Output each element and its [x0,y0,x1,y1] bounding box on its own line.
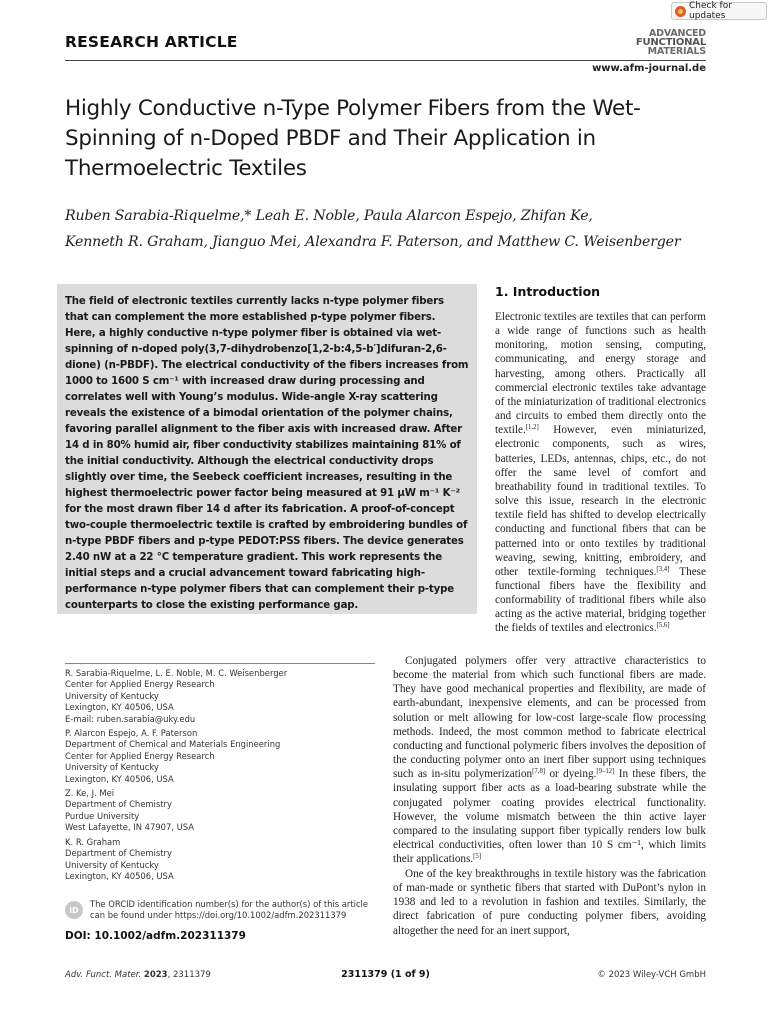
text-run: or dyeing. [545,768,597,781]
affiliation-line: Department of Chemistry [65,799,172,810]
citation-link[interactable]: [5] [473,853,482,861]
affiliation-line: University of Kentucky [65,762,159,773]
text-run: Electronic textiles are textiles that can perform a wide range of functions such as health monitoring, motion sensing, computing, communicating, and energy storage and harvesting, among others. Practically all commercial electronic textiles take advantage of the miniaturization of traditional electronics and circuits to embed them directly onto the textile. [495,311,706,437]
section-heading-introduction: 1. Introduction [495,284,601,299]
citation-link[interactable]: [7,8] [532,768,546,776]
affiliation-block [65,668,375,725]
orcid-text[interactable]: The ORCID identification number(s) for the author(s) of this article can be found under https://doi.org/10.1002/adfm.202311379 [90,899,369,921]
citation-link[interactable]: [9–12] [596,768,615,776]
footer-journal: Adv. Funct. Mater. [65,970,142,980]
affiliation-line: Lexington, KY 40506, USA [65,773,174,784]
footer-citation: Adv. Funct. Mater. 2023, 2311379 [65,970,211,980]
footer-page-number: 2311379 (1 of 9) [341,969,430,980]
citation-link[interactable]: [5,6] [656,622,670,630]
intro-paragraph-1 [495,310,706,636]
journal-url-link[interactable]: www.afm-journal.de [592,63,706,74]
affiliation-line: Purdue University [65,810,140,821]
text-run: In these fibers, the insulating support fiber acts as a load-bearing substrate while the conjugated polymer coating provides electrical functionality. However, the volume mismatch between the thin active layer compared to the insulating support fiber typically renders low bulk electrical conductivities, often lower than 10 S cm⁻¹, which limits their applications. [393,768,706,866]
journal-logo [628,29,706,56]
journal-logo-line-3: MATERIALS [647,46,706,57]
citation-link[interactable]: [1,2] [525,424,539,432]
affiliation-line: Department of Chemical and Materials Engineering [65,739,281,750]
doi[interactable]: DOI: 10.1002/adfm.202311379 [65,930,246,942]
citation-link[interactable]: [3,4] [656,565,670,573]
affiliation-divider [65,663,375,664]
affiliation-line: K. R. Graham [65,836,121,847]
affiliation-line: Z. Ke, J. Mei [65,788,115,799]
author-list [65,203,715,255]
text-run: These functional fibers have the flexibility and conformability of traditional fibers while also acting as the active material, bridging together the fields of textiles and electronics. [495,565,706,635]
affiliations [65,668,375,885]
orcid-note [65,899,385,922]
header-rule [65,60,706,61]
affiliation-line: P. Alarcon Espejo, A. F. Paterson [65,728,198,739]
affiliation-line: Center for Applied Energy Research [65,750,215,761]
page-footer [65,970,706,984]
footer-article-no: 2311379 [172,970,211,980]
affiliation-line: Lexington, KY 40506, USA [65,702,174,713]
affiliation-line[interactable]: E-mail: ruben.sarabia@uky.edu [65,713,196,724]
article-title: Highly Conductive n-Type Polymer Fibers from the Wet-Spinning of n-Doped PBDF and Their Application in Thermoelectric Textiles [65,96,641,181]
affiliation-line: University of Kentucky [65,859,159,870]
affiliation-block [65,837,375,883]
affiliation-line: R. Sarabia-Riquelme, L. E. Noble, M. C. Weisenberger [65,668,288,678]
affiliation-line: Department of Chemistry [65,848,172,859]
crossmark-icon [675,6,686,17]
text-run: Conjugated polymers offer very attractive characteristics to become the material from which such functional fibers are made. They have good mechanical properties and flexibility, are made of earth-abundant, inexpensive elements, and can be processed from solution or melt allowing for low-cost large-scale flow processing methods. Indeed, the most common method to fabricate electrical conducting and functional polymeric fibers involves the deposition of the conducting polymer onto an inert fiber support using techniques such as in-situ polymerization [393,655,706,781]
affiliation-line: West Lafayette, IN 47907, USA [65,822,194,833]
affiliation-block [65,788,375,834]
affiliation-line: Lexington, KY 40506, USA [65,870,174,881]
orcid-icon: iD [65,901,83,919]
affiliation-block [65,728,375,785]
journal-logo-line-2: FUNCTIONAL [635,37,706,48]
intro-paragraph-2 [393,654,706,866]
check-for-updates-label: Check for updates [689,1,732,21]
author-line-2: Kenneth R. Graham, Jianguo Mei, Alexandra F. Paterson, and Matthew C. Weisenberger [65,234,681,250]
section-label: RESEARCH ARTICLE [65,33,238,51]
footer-copyright: © 2023 Wiley-VCH GmbH [597,970,706,980]
check-for-updates-button[interactable] [671,2,767,20]
intro-paragraph-3 [393,867,706,938]
text-run: However, even miniaturized, electronic components, such as wires, batteries, LEDs, antennas, chips, etc., do not offer the same level of comfort and breathability found in traditional textiles. To solve this issue, research in the electronic textile field has shifted to develop electrically conducting and functional fibers that can be patterned into or onto textiles by traditional weaving, sewing, knitting, embroidery, and other textile-forming techniques. [495,424,706,578]
journal-logo-line-1: ADVANCED [649,28,706,39]
abstract-text: The field of electronic textiles currently lacks n-type polymer fibers that can complement the more established p-type polymer fibers. Here, a highly conductive n-type polymer fiber is obtained via wet-spinning of n-doped poly(3,7-dihydrobenzo[1,2-b:4,5-b′]difuran-2,6-dione) (n-PBDF). The electrical conductivity of the fibers increases from 1000 to 1600 S cm⁻¹ with increased draw during processing and correlates well with Young’s modulus. Wide-angle X-ray scattering reveals the existence of a bimodal orientation of the polymer chains, favoring parallel alignment to the fiber axis with increased draw. After 14 d in 80% humid air, fiber conductivity stabilizes maintaining 81% of the initial conductivity. Although the electrical conductivity drops slightly over time, the Seebeck coefficient increases, resulting in the highest thermoelectric power factor being measured at 91 μW m⁻¹ K⁻² for the most drawn fiber 14 d after its fabrication. A proof-of-concept two-couple thermoelectric textile is crafted by embroidering bundles of n-type PBDF fibers and p-type PEDOT:PSS fibers. The device generates 2.40 nW at a 22 °C temperature gradient. This work represents the initial steps and a crucial advancement toward fabricating high-performance n-type polymer fibers that can complement their p-type counterparts to close the existing performance gap. [65,296,469,611]
text-run: One of the key breakthroughs in textile history was the fabrication of man-made or synthetic fibers that started with DuPont’s nylon in 1938 and led to a revolution in fashion and textiles. Similarly, the direct fabrication of pure conducting polymer fibers, avoiding altogether the need for an inert support, [393,868,706,937]
abstract-box [57,284,477,614]
affiliation-line: Center for Applied Energy Research [65,679,215,690]
footer-year: 2023 [143,970,168,980]
author-line-1: Ruben Sarabia-Riquelme,* Leah E. Noble, Paula Alarcon Espejo, Zhifan Ke, [65,208,593,224]
affiliation-line: University of Kentucky [65,690,159,701]
